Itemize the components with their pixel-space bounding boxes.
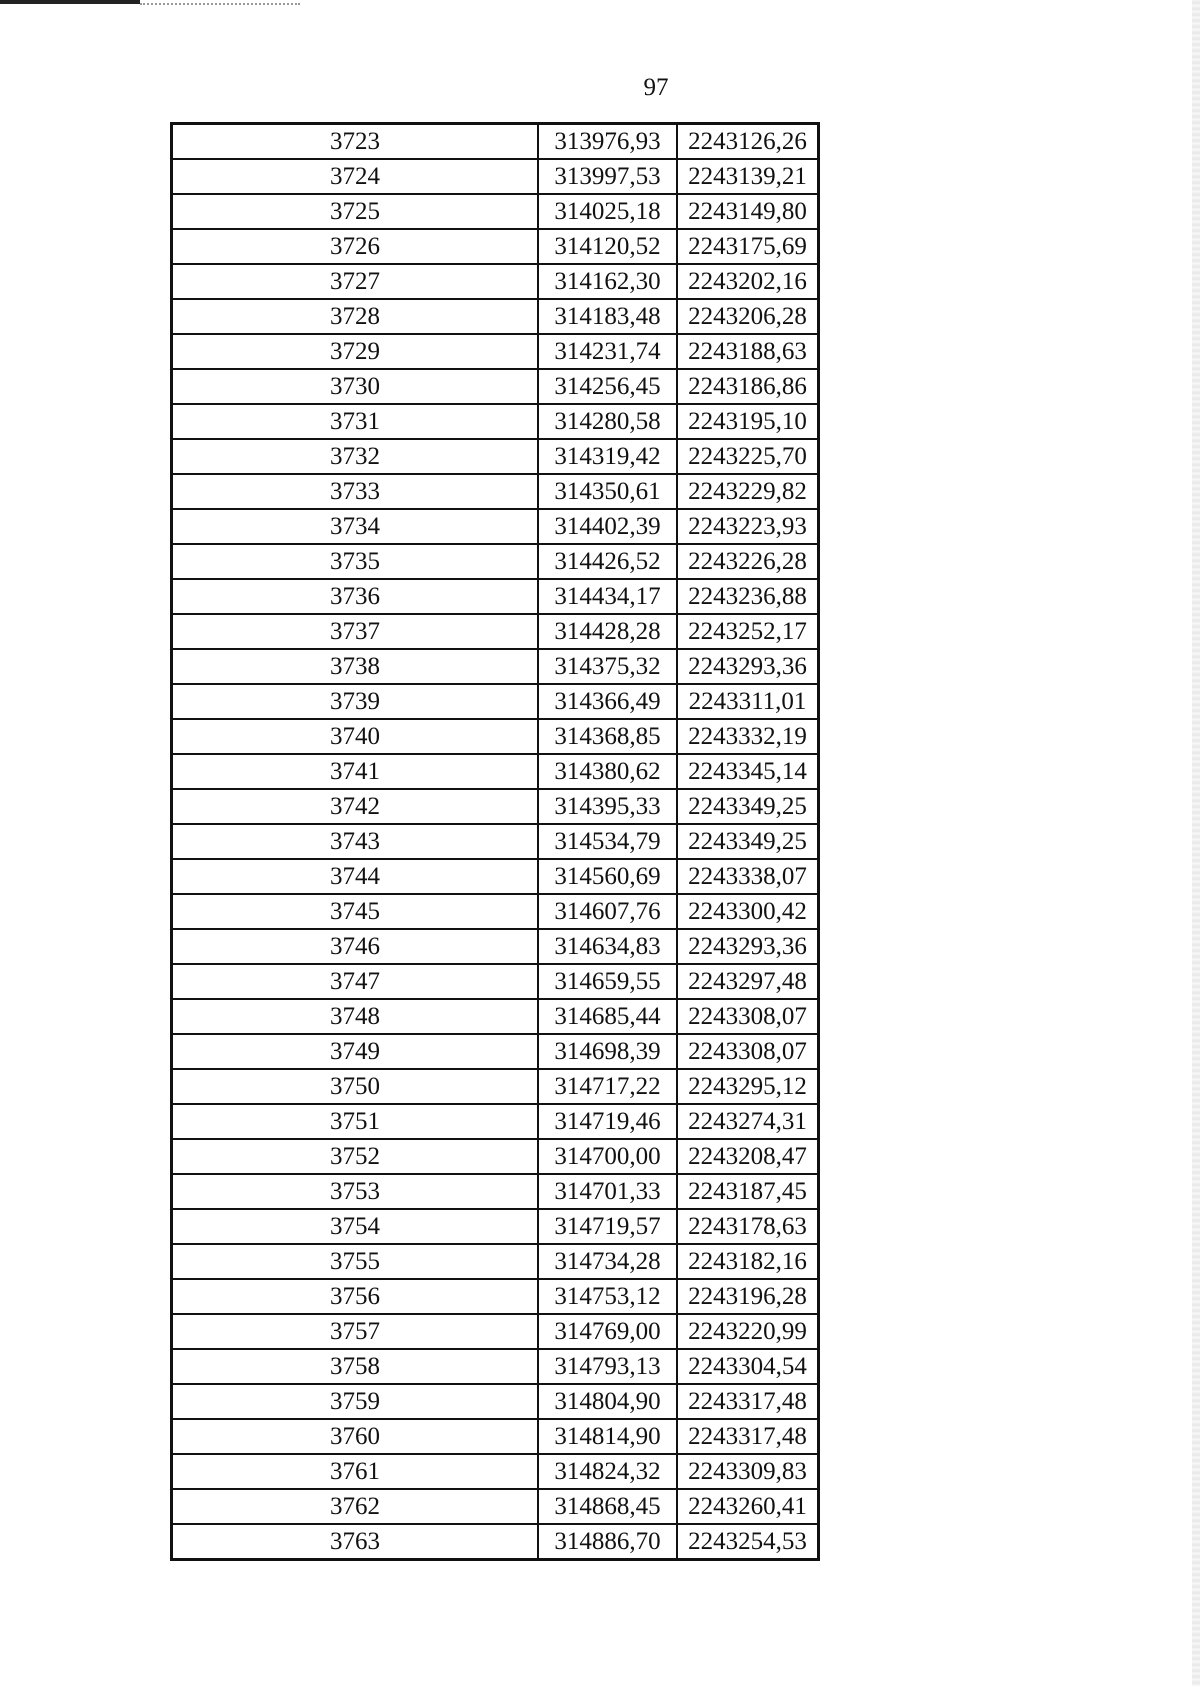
table-row	[172, 159, 819, 194]
y-coordinate-cell: 2243182,16	[677, 1244, 819, 1279]
point-number-cell: 3725	[172, 194, 539, 229]
point-number-cell: 3757	[172, 1314, 539, 1349]
table-row	[172, 544, 819, 579]
y-coordinate-cell: 2243349,25	[677, 789, 819, 824]
table-row	[172, 1244, 819, 1279]
table-row	[172, 404, 819, 439]
table-row	[172, 1174, 819, 1209]
point-number-cell: 3751	[172, 1104, 539, 1139]
x-coordinate-cell: 314659,55	[538, 964, 677, 999]
table-row	[172, 1139, 819, 1174]
x-coordinate-cell: 314804,90	[538, 1384, 677, 1419]
x-coordinate-cell: 314868,45	[538, 1489, 677, 1524]
y-coordinate-cell: 2243195,10	[677, 404, 819, 439]
x-coordinate-cell: 314120,52	[538, 229, 677, 264]
point-number-cell: 3729	[172, 334, 539, 369]
x-coordinate-cell: 314734,28	[538, 1244, 677, 1279]
table-row	[172, 1349, 819, 1384]
point-number-cell: 3750	[172, 1069, 539, 1104]
point-number-cell: 3728	[172, 299, 539, 334]
y-coordinate-cell: 2243225,70	[677, 439, 819, 474]
y-coordinate-cell: 2243187,45	[677, 1174, 819, 1209]
x-coordinate-cell: 314375,32	[538, 649, 677, 684]
table-row	[172, 684, 819, 719]
x-coordinate-cell: 314366,49	[538, 684, 677, 719]
x-coordinate-cell: 314698,39	[538, 1034, 677, 1069]
table-row	[172, 1454, 819, 1489]
table-row	[172, 789, 819, 824]
x-coordinate-cell: 314183,48	[538, 299, 677, 334]
y-coordinate-cell: 2243186,86	[677, 369, 819, 404]
y-coordinate-cell: 2243149,80	[677, 194, 819, 229]
scan-artifact-mark	[0, 0, 140, 4]
point-number-cell: 3744	[172, 859, 539, 894]
point-number-cell: 3727	[172, 264, 539, 299]
point-number-cell: 3745	[172, 894, 539, 929]
y-coordinate-cell: 2243295,12	[677, 1069, 819, 1104]
point-number-cell: 3753	[172, 1174, 539, 1209]
y-coordinate-cell: 2243317,48	[677, 1384, 819, 1419]
table-row	[172, 964, 819, 999]
table-row	[172, 229, 819, 264]
x-coordinate-cell: 314814,90	[538, 1419, 677, 1454]
table-row	[172, 1314, 819, 1349]
point-number-cell: 3760	[172, 1419, 539, 1454]
y-coordinate-cell: 2243175,69	[677, 229, 819, 264]
x-coordinate-cell: 313976,93	[538, 124, 677, 160]
x-coordinate-cell: 314753,12	[538, 1279, 677, 1314]
x-coordinate-cell: 314634,83	[538, 929, 677, 964]
table-row	[172, 999, 819, 1034]
x-coordinate-cell: 314426,52	[538, 544, 677, 579]
table-row	[172, 649, 819, 684]
page-number: 97	[643, 74, 669, 101]
y-coordinate-cell: 2243252,17	[677, 614, 819, 649]
point-number-cell: 3737	[172, 614, 539, 649]
table-row	[172, 859, 819, 894]
y-coordinate-cell: 2243317,48	[677, 1419, 819, 1454]
point-number-cell: 3741	[172, 754, 539, 789]
x-coordinate-cell: 314824,32	[538, 1454, 677, 1489]
y-coordinate-cell: 2243226,28	[677, 544, 819, 579]
point-number-cell: 3726	[172, 229, 539, 264]
x-coordinate-cell: 314380,62	[538, 754, 677, 789]
x-coordinate-cell: 313997,53	[538, 159, 677, 194]
point-number-cell: 3752	[172, 1139, 539, 1174]
table-row	[172, 299, 819, 334]
table-row	[172, 614, 819, 649]
y-coordinate-cell: 2243139,21	[677, 159, 819, 194]
x-coordinate-cell: 314402,39	[538, 509, 677, 544]
y-coordinate-cell: 2243304,54	[677, 1349, 819, 1384]
page-edge-shadow	[1192, 0, 1200, 1686]
point-number-cell: 3755	[172, 1244, 539, 1279]
y-coordinate-cell: 2243297,48	[677, 964, 819, 999]
x-coordinate-cell: 314428,28	[538, 614, 677, 649]
point-number-cell: 3746	[172, 929, 539, 964]
table-row	[172, 894, 819, 929]
table-row	[172, 579, 819, 614]
table-row	[172, 929, 819, 964]
table-row	[172, 1489, 819, 1524]
point-number-cell: 3730	[172, 369, 539, 404]
table-row	[172, 369, 819, 404]
point-number-cell: 3743	[172, 824, 539, 859]
y-coordinate-cell: 2243293,36	[677, 929, 819, 964]
table-row	[172, 509, 819, 544]
y-coordinate-cell: 2243345,14	[677, 754, 819, 789]
point-number-cell: 3724	[172, 159, 539, 194]
table-row	[172, 1104, 819, 1139]
y-coordinate-cell: 2243300,42	[677, 894, 819, 929]
y-coordinate-cell: 2243178,63	[677, 1209, 819, 1244]
point-number-cell: 3739	[172, 684, 539, 719]
y-coordinate-cell: 2243236,88	[677, 579, 819, 614]
x-coordinate-cell: 314607,76	[538, 894, 677, 929]
y-coordinate-cell: 2243229,82	[677, 474, 819, 509]
table-row	[172, 719, 819, 754]
x-coordinate-cell: 314395,33	[538, 789, 677, 824]
x-coordinate-cell: 314701,33	[538, 1174, 677, 1209]
table-row	[172, 1209, 819, 1244]
point-number-cell: 3762	[172, 1489, 539, 1524]
table-row	[172, 194, 819, 229]
point-number-cell: 3732	[172, 439, 539, 474]
y-coordinate-cell: 2243311,01	[677, 684, 819, 719]
table-row	[172, 1069, 819, 1104]
point-number-cell: 3731	[172, 404, 539, 439]
point-number-cell: 3749	[172, 1034, 539, 1069]
y-coordinate-cell: 2243223,93	[677, 509, 819, 544]
coordinates-table-body	[172, 124, 819, 1560]
y-coordinate-cell: 2243188,63	[677, 334, 819, 369]
y-coordinate-cell: 2243208,47	[677, 1139, 819, 1174]
point-number-cell: 3747	[172, 964, 539, 999]
x-coordinate-cell: 314769,00	[538, 1314, 677, 1349]
x-coordinate-cell: 314534,79	[538, 824, 677, 859]
table-row	[172, 1034, 819, 1069]
point-number-cell: 3763	[172, 1524, 539, 1560]
y-coordinate-cell: 2243202,16	[677, 264, 819, 299]
y-coordinate-cell: 2243349,25	[677, 824, 819, 859]
table-row	[172, 1279, 819, 1314]
table-row	[172, 824, 819, 859]
x-coordinate-cell: 314256,45	[538, 369, 677, 404]
table-row	[172, 334, 819, 369]
table-row	[172, 1419, 819, 1454]
point-number-cell: 3733	[172, 474, 539, 509]
x-coordinate-cell: 314717,22	[538, 1069, 677, 1104]
point-number-cell: 3756	[172, 1279, 539, 1314]
coordinates-table	[170, 122, 820, 1561]
y-coordinate-cell: 2243254,53	[677, 1524, 819, 1560]
x-coordinate-cell: 314434,17	[538, 579, 677, 614]
x-coordinate-cell: 314162,30	[538, 264, 677, 299]
point-number-cell: 3758	[172, 1349, 539, 1384]
y-coordinate-cell: 2243126,26	[677, 124, 819, 160]
y-coordinate-cell: 2243332,19	[677, 719, 819, 754]
x-coordinate-cell: 314319,42	[538, 439, 677, 474]
table-row	[172, 1384, 819, 1419]
y-coordinate-cell: 2243338,07	[677, 859, 819, 894]
table-row	[172, 754, 819, 789]
point-number-cell: 3738	[172, 649, 539, 684]
point-number-cell: 3736	[172, 579, 539, 614]
y-coordinate-cell: 2243309,83	[677, 1454, 819, 1489]
y-coordinate-cell: 2243308,07	[677, 1034, 819, 1069]
point-number-cell: 3723	[172, 124, 539, 160]
y-coordinate-cell: 2243220,99	[677, 1314, 819, 1349]
table-row	[172, 124, 819, 160]
x-coordinate-cell: 314350,61	[538, 474, 677, 509]
x-coordinate-cell: 314560,69	[538, 859, 677, 894]
point-number-cell: 3761	[172, 1454, 539, 1489]
x-coordinate-cell: 314886,70	[538, 1524, 677, 1560]
x-coordinate-cell: 314368,85	[538, 719, 677, 754]
y-coordinate-cell: 2243206,28	[677, 299, 819, 334]
x-coordinate-cell: 314793,13	[538, 1349, 677, 1384]
point-number-cell: 3748	[172, 999, 539, 1034]
scan-artifact-dots	[140, 0, 300, 5]
x-coordinate-cell: 314231,74	[538, 334, 677, 369]
table-row	[172, 1524, 819, 1560]
table-row	[172, 439, 819, 474]
table-row	[172, 264, 819, 299]
x-coordinate-cell: 314025,18	[538, 194, 677, 229]
x-coordinate-cell: 314685,44	[538, 999, 677, 1034]
y-coordinate-cell: 2243260,41	[677, 1489, 819, 1524]
y-coordinate-cell: 2243196,28	[677, 1279, 819, 1314]
x-coordinate-cell: 314719,46	[538, 1104, 677, 1139]
y-coordinate-cell: 2243293,36	[677, 649, 819, 684]
point-number-cell: 3735	[172, 544, 539, 579]
point-number-cell: 3754	[172, 1209, 539, 1244]
point-number-cell: 3759	[172, 1384, 539, 1419]
point-number-cell: 3740	[172, 719, 539, 754]
point-number-cell: 3742	[172, 789, 539, 824]
y-coordinate-cell: 2243308,07	[677, 999, 819, 1034]
table-row	[172, 474, 819, 509]
y-coordinate-cell: 2243274,31	[677, 1104, 819, 1139]
point-number-cell: 3734	[172, 509, 539, 544]
x-coordinate-cell: 314719,57	[538, 1209, 677, 1244]
x-coordinate-cell: 314700,00	[538, 1139, 677, 1174]
x-coordinate-cell: 314280,58	[538, 404, 677, 439]
